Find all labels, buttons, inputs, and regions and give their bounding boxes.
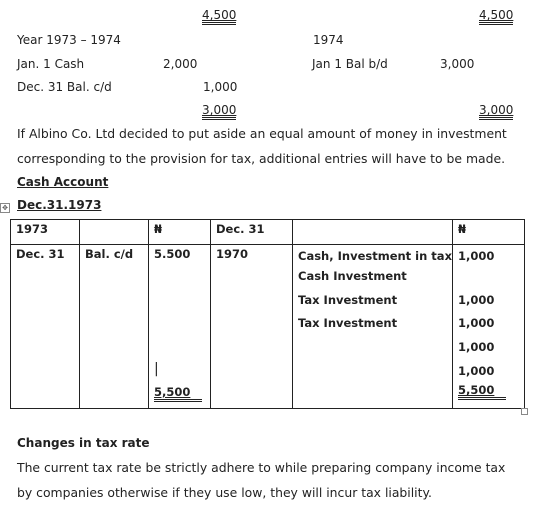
- changes-heading: Changes in tax rate: [17, 436, 150, 450]
- jan-bal-label: Jan 1 Bal b/d: [312, 57, 388, 71]
- jan-bal-amount: 3,000: [440, 57, 475, 71]
- header-dec-31: Dec. 31: [211, 220, 293, 245]
- header-year: 1973: [11, 220, 80, 245]
- jan-cash-label: Jan. 1 Cash: [17, 57, 85, 71]
- year-label-left: Year 1973 – 1974: [17, 33, 121, 47]
- debit-amount: 5.500: [154, 247, 191, 261]
- dec-bal-label: Dec. 31 Bal. c/d: [17, 80, 112, 94]
- year-label-right: 1974: [313, 33, 344, 47]
- credit-particular-line: Cash Investment: [298, 269, 407, 283]
- credit-amount: 1,000: [458, 340, 495, 355]
- debit-particulars: Bal. c/d: [80, 245, 149, 409]
- table-resize-handle-icon[interactable]: [521, 408, 528, 415]
- credit-particular-line: Cash, Investment in tax: [298, 249, 452, 263]
- credit-amount: 1,000: [458, 316, 495, 331]
- table-header-row: [11, 220, 525, 245]
- header-naira: ₦: [149, 220, 211, 245]
- paragraph-line: corresponding to the provision for tax, additional entries will have to be made.: [17, 151, 506, 166]
- header-blank: [80, 220, 149, 245]
- mid-left-total: 3,000: [202, 103, 236, 120]
- credit-date: 1970: [211, 245, 293, 409]
- cash-account-date-heading: Dec.31.1973: [17, 198, 102, 212]
- top-right-total: 4,500: [479, 8, 513, 25]
- credit-amount: 1,000: [458, 249, 495, 263]
- paragraph-investment: [17, 121, 527, 171]
- top-left-total: 4,500: [202, 8, 236, 25]
- jan-cash-amount: 2,000: [163, 57, 198, 71]
- debit-amount-cell: [149, 245, 211, 409]
- cash-account-table: [10, 219, 525, 409]
- credit-amount: 1,000: [458, 363, 495, 378]
- paragraph-line: The current tax rate be strictly adhere to while preparing company income tax: [17, 460, 506, 475]
- credit-particular-line: Tax Investment: [298, 292, 398, 307]
- dec-bal-amount: 1,000: [203, 80, 238, 94]
- credit-particular-line: Tax Investment: [298, 316, 398, 331]
- debit-date: Dec. 31: [11, 245, 80, 409]
- credit-amount: [458, 265, 519, 289]
- credit-amounts: [453, 245, 525, 409]
- credit-total: 5,500: [458, 383, 506, 400]
- credit-amount: 1,000: [458, 292, 495, 307]
- changes-paragraph: [17, 455, 527, 505]
- header-blank: [293, 220, 453, 245]
- cash-account-heading: Cash Account: [17, 175, 109, 189]
- text-cursor-marker: |: [154, 361, 159, 377]
- paragraph-line: If Albino Co. Ltd decided to put aside an equal amount of money in investment: [17, 126, 507, 141]
- table-row: [11, 245, 525, 409]
- header-naira: ₦: [453, 220, 525, 245]
- table-move-handle-icon[interactable]: ✥: [0, 203, 10, 213]
- paragraph-line: by companies otherwise if they use low, they will incur tax liability.: [17, 485, 432, 500]
- debit-total: 5,500: [154, 385, 202, 402]
- credit-particulars: [293, 245, 453, 409]
- mid-right-total: 3,000: [479, 103, 513, 120]
